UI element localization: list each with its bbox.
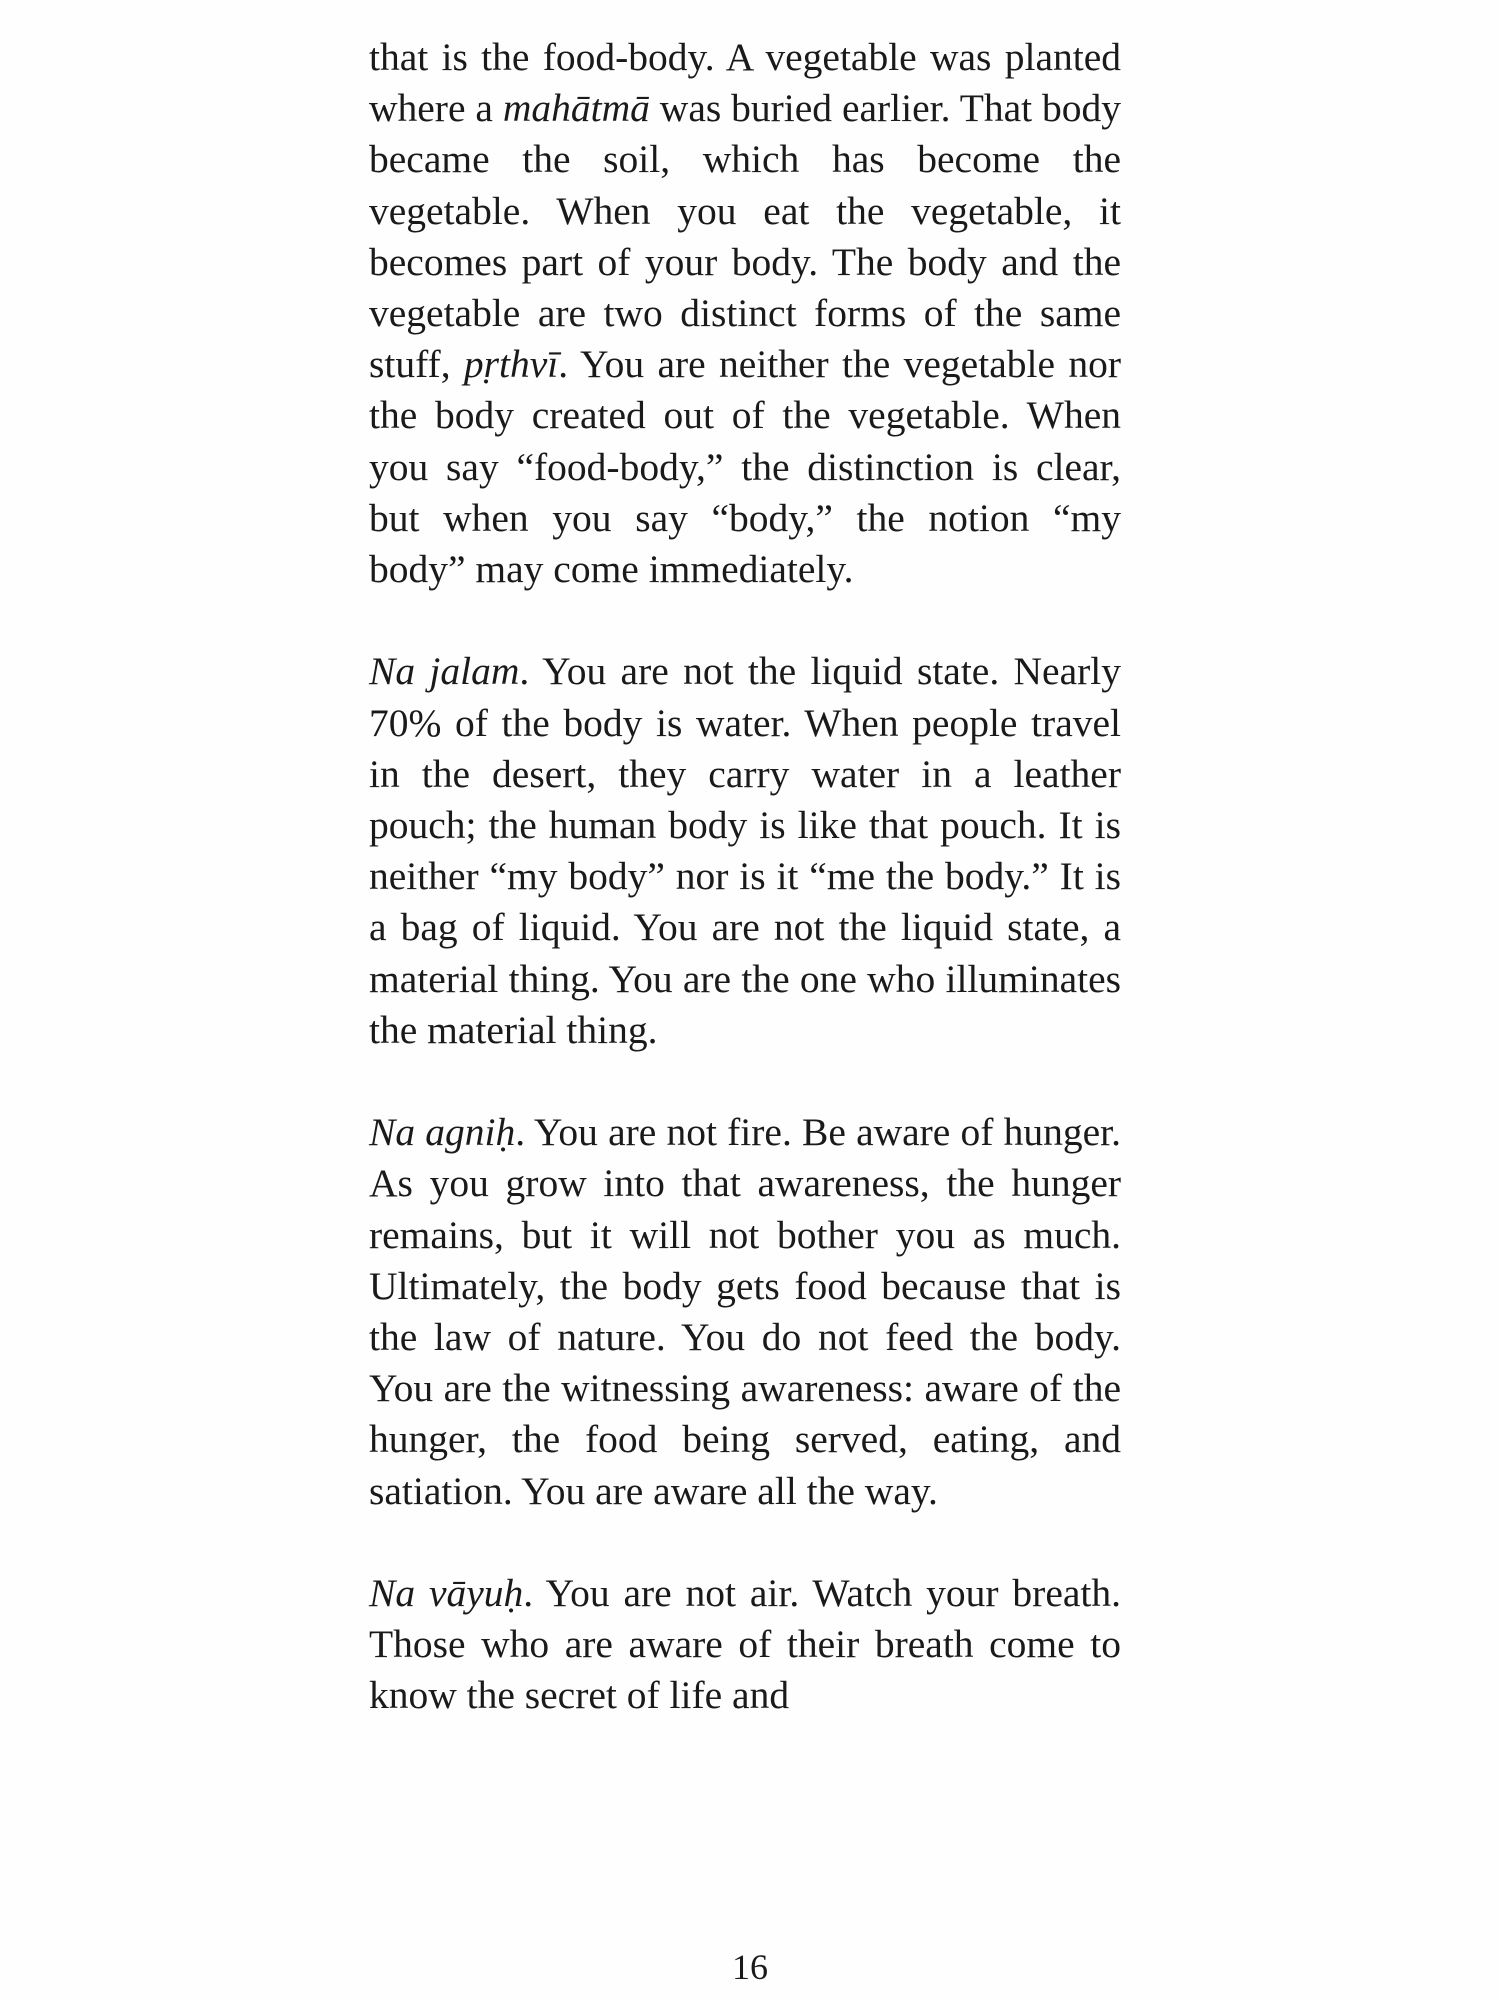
paragraph-na-vayuh bbox=[369, 1568, 1121, 1722]
italic-term-prthvi: pṛthvī bbox=[463, 342, 559, 387]
paragraph-food-body bbox=[369, 32, 1121, 595]
paragraph-text: . You are not the liquid state. Nearly 70% of the body is water. When people travel in the desert, they carry water in a leather pouch; the human body is like that pouch. It is neither “my body” nor is it “me the body.” It is a bag of liquid. You are not the liquid state, a material thing. You are the one who illuminates the material thing. bbox=[369, 649, 1121, 1052]
paragraph-na-agnih bbox=[369, 1107, 1121, 1517]
text-column bbox=[369, 32, 1121, 1722]
paragraph-text: . You are not fire. Be aware of hunger. As you grow into that awareness, the hunger remains, but it will not bother you as much. Ultimately, the body gets food because that is the law of nature. You do not feed the body. You are the witnessing awareness: aware of the hunger, the food being served, eating, and satiation. You are aware all the way. bbox=[369, 1110, 1121, 1513]
paragraph-text: . You are neither the vegetable nor the body created out of the vegetable. When you say “food-body,” the distinction is clear, but when you say “body,” the notion “my body” may come immediately. bbox=[369, 342, 1121, 592]
paragraph-text: that is the food-body. A vegetable was planted where a bbox=[369, 35, 1121, 131]
paragraph-text: was buried earlier. That body became the soil, which has become the vegetable. When you eat the vegetable, it becomes part of your body. The body and the vegetable are two distinct forms of the same stuff, bbox=[369, 86, 1122, 387]
italic-term-mahatma: mahātmā bbox=[502, 86, 650, 131]
italic-term-na-jalam: Na jalam bbox=[369, 649, 520, 694]
italic-term-na-vayuh: Na vāyuḥ bbox=[369, 1571, 524, 1616]
italic-term-na-agnih: Na agniḥ bbox=[369, 1110, 516, 1155]
page-number: 16 bbox=[732, 1947, 768, 1987]
paragraph-na-jalam bbox=[369, 646, 1121, 1056]
paragraph-text: . You are not air. Watch your breath. Those who are aware of their breath come to know the secret of life and bbox=[369, 1571, 1121, 1718]
